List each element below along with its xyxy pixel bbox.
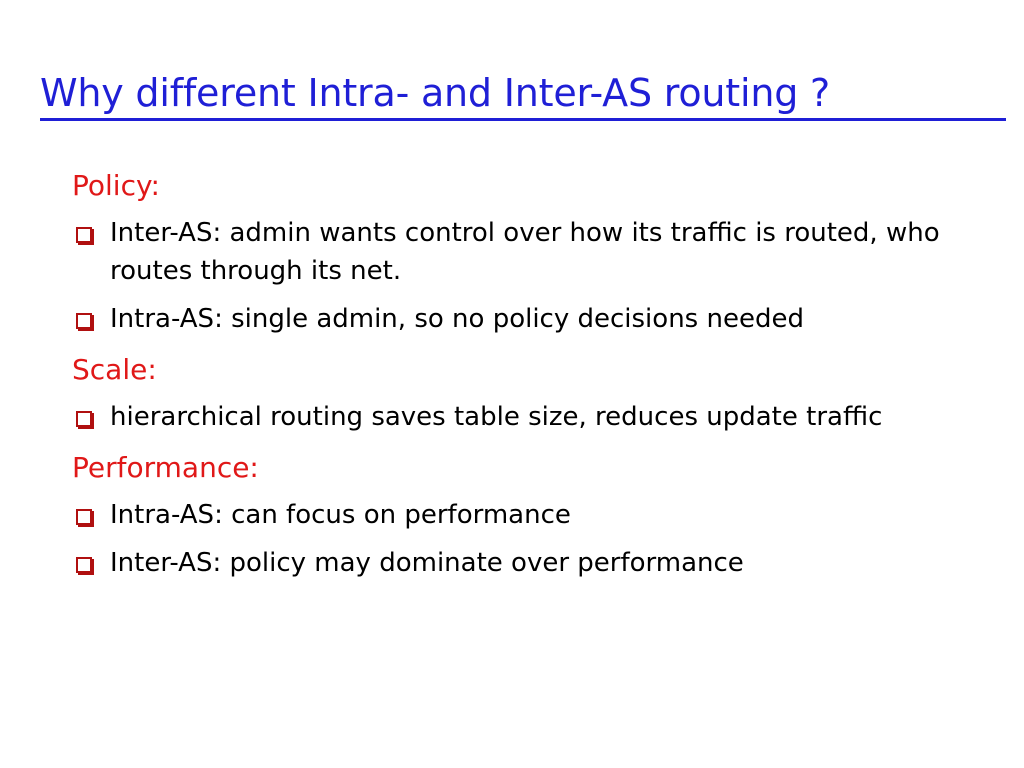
bullet-list bbox=[72, 398, 1002, 436]
bullet-list bbox=[72, 214, 1002, 338]
hollow-square-bullet-icon bbox=[76, 313, 92, 329]
bullet-item bbox=[72, 496, 1002, 534]
title-area bbox=[40, 68, 1006, 118]
section-scale bbox=[72, 348, 1002, 436]
bullet-text: hierarchical routing saves table size, reduces update traffic bbox=[110, 402, 883, 432]
bullet-text: Inter-AS: admin wants control over how its traffic is routed, who routes through its net. bbox=[110, 218, 940, 286]
hollow-square-bullet-icon bbox=[76, 509, 92, 525]
hollow-square-bullet-icon bbox=[76, 557, 92, 573]
section-heading: Performance: bbox=[72, 451, 259, 484]
slide-title: Why different Intra- and Inter-AS routing ? bbox=[40, 71, 830, 115]
title-underline bbox=[40, 118, 1006, 121]
section-heading: Scale: bbox=[72, 353, 157, 386]
bullet-item bbox=[72, 544, 1002, 582]
bullet-item bbox=[72, 398, 1002, 436]
section-heading: Policy: bbox=[72, 169, 160, 202]
bullet-item bbox=[72, 300, 1002, 338]
bullet-text: Intra-AS: can focus on performance bbox=[110, 500, 571, 530]
hollow-square-bullet-icon bbox=[76, 411, 92, 427]
bullet-text: Intra-AS: single admin, so no policy decisions needed bbox=[110, 304, 804, 334]
slide-body bbox=[72, 164, 1002, 592]
bullet-text: Inter-AS: policy may dominate over performance bbox=[110, 548, 744, 578]
hollow-square-bullet-icon bbox=[76, 227, 92, 243]
section-policy bbox=[72, 164, 1002, 338]
bullet-list bbox=[72, 496, 1002, 582]
bullet-item bbox=[72, 214, 1002, 290]
section-performance bbox=[72, 446, 1002, 582]
